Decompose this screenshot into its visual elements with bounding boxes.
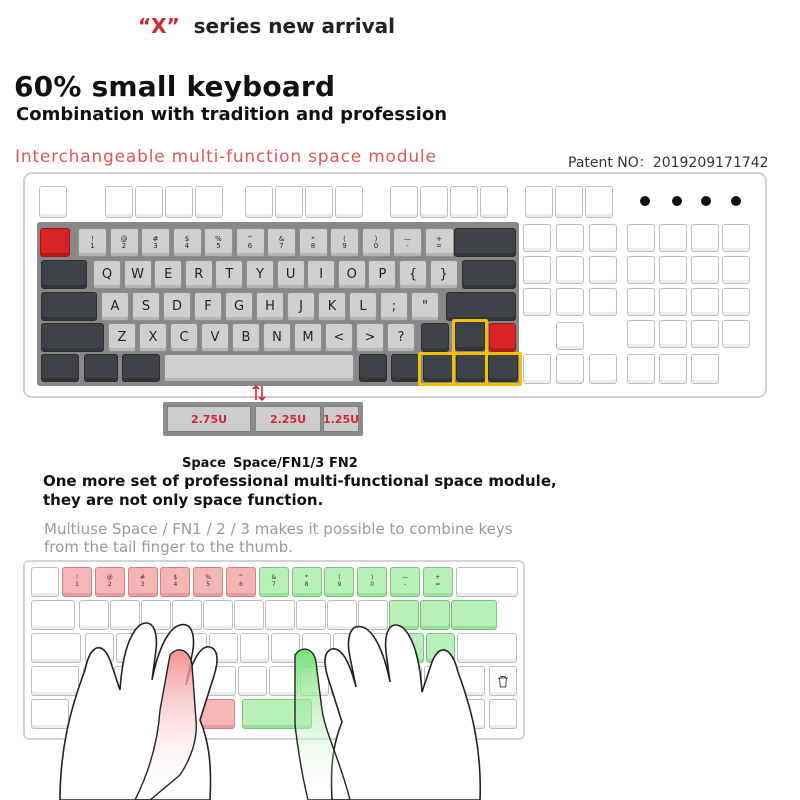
letter-key: L [349, 292, 377, 321]
numpad-key [627, 224, 655, 252]
key-shift-glyph: — [402, 574, 408, 582]
number-key [292, 567, 322, 597]
number-key [110, 228, 139, 257]
numpad-key [627, 320, 655, 348]
letter-key: Y [246, 260, 274, 289]
nav-key [556, 256, 584, 284]
shift-right-key [421, 323, 449, 352]
function-key [105, 186, 133, 218]
letter-key: O [338, 260, 366, 289]
function-key [165, 186, 193, 218]
numpad-key [722, 224, 750, 252]
key-shift-glyph: @ [106, 574, 113, 582]
key-shift-glyph: # [152, 234, 159, 243]
space-key-275u: 2.75U [167, 406, 251, 432]
key-shift-glyph: ^ [247, 234, 253, 243]
series-x-label: “X” [138, 14, 180, 38]
numpad-key [691, 320, 719, 348]
series-rest-label: series new arrival [193, 14, 395, 38]
key-base-glyph: - [403, 581, 407, 588]
numpad-key [659, 320, 687, 348]
key-shift-glyph: ) [374, 234, 378, 243]
function-key [480, 186, 508, 218]
number-key [425, 228, 454, 257]
function-key [275, 186, 303, 218]
number-key [390, 567, 420, 597]
function-key [390, 186, 418, 218]
number-key [78, 228, 107, 257]
description-line-1: One more set of professional multi-functional space module, [43, 472, 557, 490]
letter-key: D [163, 292, 191, 321]
nav-key [589, 256, 617, 284]
letter-key: A [101, 292, 129, 321]
letter-key: ? [387, 323, 415, 352]
letter-key: > [356, 323, 384, 352]
alt-key [122, 354, 160, 382]
key-base-glyph: 8 [304, 581, 309, 588]
numpad-key [691, 288, 719, 316]
numpad-key [722, 256, 750, 284]
numpad-key [659, 354, 687, 384]
number-key [423, 567, 453, 597]
number-key [299, 228, 328, 257]
page-title: 60% small keyboard [14, 70, 336, 103]
key-base-glyph: 4 [184, 241, 190, 250]
key-base-glyph: 6 [247, 241, 253, 250]
esc-key [31, 567, 59, 597]
esc-key [40, 228, 70, 257]
key-shift-glyph: @ [120, 234, 128, 243]
number-key [357, 567, 387, 597]
letter-key: B [232, 323, 260, 352]
number-key [62, 567, 92, 597]
nav-key [523, 354, 551, 384]
nav-key [523, 256, 551, 284]
patent-number: Patent NO：2019209171742 [568, 155, 769, 171]
space-key-125u: 1.25U [323, 406, 359, 432]
number-key [204, 228, 233, 257]
key-base-glyph: 0 [370, 581, 375, 588]
description-line-2: they are not only space function. [43, 491, 324, 509]
letter-key: W [124, 260, 152, 289]
letter-key: ; [380, 292, 408, 321]
backslash-key [462, 260, 516, 289]
backspace-key [456, 567, 518, 597]
nav-key [589, 224, 617, 252]
key-base-glyph: 7 [279, 241, 284, 250]
number-key [141, 228, 170, 257]
letter-key: S [132, 292, 160, 321]
letter-key: N [263, 323, 291, 352]
function-key [135, 186, 163, 218]
letter-key: < [325, 323, 353, 352]
key-shift-glyph: % [215, 234, 222, 243]
key-base-glyph: = [436, 241, 442, 250]
letter-key: T [215, 260, 243, 289]
swap-arrows-icon [252, 385, 266, 401]
numpad-key [722, 288, 750, 316]
letter-key: I [307, 260, 335, 289]
numpad-key [659, 288, 687, 316]
key-base-glyph: 1 [75, 581, 79, 588]
key-base-glyph: 4 [173, 581, 178, 588]
key-base-glyph: 7 [271, 581, 276, 588]
number-key [330, 228, 359, 257]
letter-key: R [185, 260, 213, 289]
nav-key [556, 354, 584, 384]
space-label: Space [182, 456, 226, 471]
letter-key: P [368, 260, 396, 289]
number-key [267, 228, 296, 257]
nav-key [589, 354, 617, 384]
caps-key [41, 292, 97, 321]
key-shift-glyph: ! [75, 574, 79, 582]
backspace-key [454, 228, 516, 257]
function-key [245, 186, 273, 218]
key-base-glyph: 2 [121, 241, 127, 250]
space-bar [164, 354, 354, 382]
function-key [420, 186, 448, 218]
function-key [305, 186, 333, 218]
key-shift-glyph: * [311, 234, 315, 243]
letter-key: { [399, 260, 427, 289]
key-base-glyph: 3 [153, 241, 158, 250]
letter-key: M [294, 323, 322, 352]
key-base-glyph: = [435, 581, 441, 588]
numpad-key [691, 256, 719, 284]
numpad-key [659, 224, 687, 252]
indicator-light [640, 196, 650, 206]
key-shift-glyph: # [140, 574, 146, 582]
right-hand [325, 625, 480, 800]
win-key [84, 354, 118, 382]
multiuse-note [44, 520, 513, 556]
ctrl-key [41, 354, 79, 382]
series-heading [138, 14, 395, 38]
page-subtitle: Combination with tradition and profession [16, 104, 448, 125]
function-key [555, 186, 583, 218]
function-key [525, 186, 553, 218]
key-base-glyph: 5 [216, 241, 221, 250]
letter-key: H [256, 292, 284, 321]
arrow-highlight [452, 319, 488, 355]
nav-key [589, 288, 617, 316]
number-key [173, 228, 202, 257]
key-base-glyph: 2 [107, 581, 112, 588]
letter-key: J [287, 292, 315, 321]
letter-key: C [170, 323, 198, 352]
key-shift-glyph: + [435, 574, 441, 582]
number-key [128, 567, 158, 597]
key-base-glyph: 6 [239, 581, 243, 588]
key-shift-glyph: $ [184, 234, 190, 243]
number-key [324, 567, 354, 597]
number-key [226, 567, 256, 597]
letter-key: U [277, 260, 305, 289]
function-key [450, 186, 478, 218]
key-base-glyph: 1 [90, 241, 95, 250]
nav-key [556, 224, 584, 252]
nav-key [523, 288, 551, 316]
letter-key: Z [108, 323, 136, 352]
key-base-glyph: 9 [337, 581, 342, 588]
number-key [393, 228, 422, 257]
nav-key [556, 288, 584, 316]
key-base-glyph: 5 [206, 581, 211, 588]
numpad-key [627, 256, 655, 284]
numpad-key [659, 256, 687, 284]
key-shift-glyph: ^ [238, 574, 244, 582]
fn-key [359, 354, 387, 382]
number-key [362, 228, 391, 257]
indicator-light [731, 196, 741, 206]
key-shift-glyph: ( [343, 234, 346, 243]
key-shift-glyph: ) [371, 574, 374, 582]
space-key-225u: 2.25U [255, 406, 321, 432]
letter-key: } [430, 260, 458, 289]
key-shift-glyph: * [305, 574, 309, 582]
key-shift-glyph: ( [338, 574, 341, 582]
arrow-highlight [452, 352, 488, 386]
function-key [585, 186, 613, 218]
function-key [335, 186, 363, 218]
number-key [95, 567, 125, 597]
key-base-glyph: 9 [342, 241, 347, 250]
letter-key: X [139, 323, 167, 352]
letter-key: F [194, 292, 222, 321]
key-shift-glyph: $ [173, 574, 178, 582]
numpad-key [691, 224, 719, 252]
letter-key: Q [93, 260, 121, 289]
multiuse-line-1: Multiuse Space / FN1 / 2 / 3 makes it possible to combine keys [44, 520, 513, 538]
hands-illustration [40, 600, 500, 800]
function-key [39, 186, 67, 218]
numpad-key [722, 320, 750, 348]
key-base-glyph: - [406, 241, 409, 250]
number-key [160, 567, 190, 597]
indicator-light [672, 196, 682, 206]
description [43, 472, 557, 510]
key-base-glyph: 8 [310, 241, 316, 250]
key-shift-glyph: & [278, 234, 285, 243]
number-key [193, 567, 223, 597]
enter-key [446, 292, 516, 321]
nav-key [523, 224, 551, 252]
multiuse-line-2: from the tail finger to the thumb. [44, 538, 293, 556]
key-base-glyph: 3 [140, 581, 145, 588]
key-shift-glyph: ! [91, 234, 94, 243]
menu-key [391, 354, 419, 382]
key-shift-glyph: — [404, 234, 411, 243]
letter-key: G [225, 292, 253, 321]
tab-key [41, 260, 87, 289]
key-shift-glyph: + [436, 234, 442, 243]
key-shift-glyph: & [271, 574, 277, 582]
numpad-key [627, 354, 655, 384]
space-module-tray [163, 402, 363, 436]
interchangeable-label: Interchangeable multi-function space module [15, 147, 437, 167]
delete-key [489, 323, 516, 352]
numpad-key [627, 288, 655, 316]
letter-key: K [318, 292, 346, 321]
number-key [259, 567, 289, 597]
key-base-glyph: 0 [373, 241, 379, 250]
letter-key: " [411, 292, 439, 321]
letter-key: E [154, 260, 182, 289]
fn2-label: FN2 [329, 456, 358, 471]
function-key [195, 186, 223, 218]
numpad-key [691, 354, 719, 384]
key-shift-glyph: % [205, 574, 212, 582]
number-key [236, 228, 265, 257]
indicator-light [701, 196, 711, 206]
nav-key [556, 322, 584, 350]
letter-key: V [201, 323, 229, 352]
space-fn-label: Space/FN1/3 [233, 456, 325, 471]
shift-key [41, 323, 104, 352]
